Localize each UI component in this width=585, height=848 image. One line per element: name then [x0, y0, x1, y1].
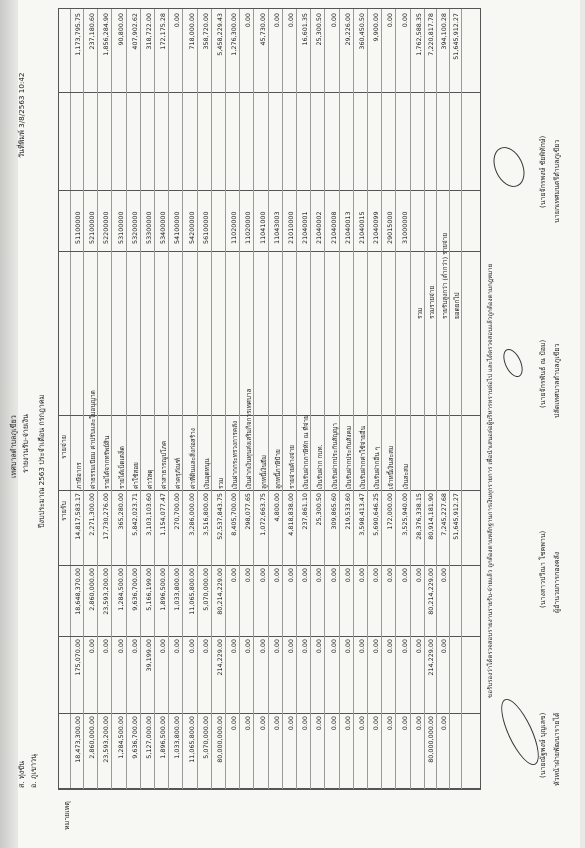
table-row	[171, 9, 182, 789]
account-code: 21040008	[329, 211, 338, 244]
amount-cell: 0.00	[244, 639, 253, 654]
amount-cell: 1,154,077.47	[159, 493, 168, 536]
amount-cell: 0.00	[272, 639, 281, 654]
account-label: เงินรับฝากภาษีหัก ณ ที่จ่าย	[302, 415, 311, 489]
balance-cell: 0.00	[386, 13, 395, 28]
balance-cell: 394,100.28	[439, 13, 448, 50]
table-row	[157, 9, 168, 789]
amount-cell: 0.00	[301, 568, 310, 583]
amount-cell: 9,636,700.00	[130, 716, 139, 759]
row-divider	[367, 9, 368, 789]
amount-cell: 9,636,700.00	[130, 568, 139, 611]
balance-cell: 172,175.28	[159, 13, 168, 50]
account-label: เงินอุดหนุน	[202, 458, 211, 489]
row-divider	[197, 9, 198, 789]
amount-cell: 0.00	[258, 639, 267, 654]
amount-cell: 0.00	[414, 568, 423, 583]
account-code: 52100000	[88, 211, 97, 244]
balance-cell: 25,300.50	[315, 13, 324, 46]
account-code: 56100000	[201, 211, 210, 244]
signer4-name: (นายจักรพงษ์ ชัยพิทักษ์)	[539, 135, 547, 208]
balance-cell: 237,180.60	[88, 13, 97, 50]
row-divider	[126, 9, 127, 789]
signer2-name: (นางสาวปวีณา โชคพาน)	[539, 530, 547, 608]
amount-cell: 0.00	[358, 568, 366, 583]
amount-cell: 1,284,500.00	[116, 716, 125, 759]
amount-cell: 18,648,370.00	[74, 568, 82, 615]
account-code: 11043003	[272, 211, 281, 244]
account-code: 51100000	[74, 211, 82, 244]
amount-cell: 270,700.00	[173, 493, 182, 530]
row-divider	[410, 9, 411, 789]
account-code: 29015000	[386, 211, 395, 244]
district-label: ส. ทุ่งขัน	[17, 760, 26, 788]
amount-cell: 0.00	[439, 639, 448, 654]
amount-cell: 80,214,229.00	[216, 568, 224, 615]
amount-cell: 0.00	[287, 568, 295, 583]
amount-cell: 11,065,800.00	[187, 716, 196, 763]
amount-cell: 1,033,800.00	[173, 716, 182, 759]
account-label: รวม	[415, 307, 424, 319]
balance-cell: 718,000.00	[187, 13, 196, 50]
amount-cell: 0.00	[315, 639, 324, 654]
row-divider	[154, 9, 155, 789]
amount-cell: 0.00	[329, 568, 338, 583]
amount-cell: 80,000,000.00	[427, 716, 436, 763]
amount-cell: 1,033,800.00	[173, 568, 182, 611]
amount-cell: 18,473,300.00	[74, 716, 82, 763]
table-row	[271, 9, 282, 789]
account-label: รวม	[217, 477, 225, 489]
row-divider	[296, 9, 297, 789]
row-divider	[395, 9, 396, 789]
amount-cell: 0.00	[130, 639, 139, 654]
account-label: ค่าที่ดินและสิ่งก่อสร้าง	[188, 428, 197, 489]
amount-cell: 214,229.00	[216, 639, 224, 676]
amount-cell: 11,065,800.00	[187, 568, 196, 615]
account-label: ค่าธรรมเนียม ค่าปรับและใบอนุญาต	[89, 390, 98, 489]
amount-cell: 2,271,300.00	[88, 493, 97, 536]
amount-cell: 39,199.00	[145, 639, 153, 672]
amount-cell: 0.00	[173, 639, 182, 654]
table-row	[100, 9, 111, 789]
amount-cell: 0.00	[439, 568, 448, 583]
account-code: 54100000	[173, 211, 182, 244]
amount-cell: 80,214,229.00	[427, 568, 436, 615]
amount-cell: 0.00	[386, 568, 395, 583]
account-code: 21040002	[315, 211, 324, 244]
account-label: รายได้เบ็ดเตล็ด	[117, 446, 126, 489]
balance-cell: 29,226.00	[343, 13, 352, 46]
balance-cell: 358,720.00	[201, 13, 210, 50]
amount-cell: 2,860,000.00	[88, 716, 97, 759]
account-label: ยอดยกไป	[453, 292, 462, 319]
amount-cell: 0.00	[329, 639, 338, 654]
account-code: 11041000	[258, 211, 267, 244]
amount-cell: 4,818,838.00	[287, 493, 295, 536]
table-row	[313, 9, 324, 789]
balance-cell: 90,800.00	[116, 13, 125, 46]
signature-4	[487, 142, 530, 192]
amount-cell: 28,376,338.15	[414, 493, 423, 540]
amount-cell: 0.00	[386, 716, 395, 731]
row-divider	[324, 9, 325, 789]
period-title: ปีงบประมาณ 2563 ประจำเดือน กรกฎาคม	[37, 394, 46, 528]
amount-cell: 0.00	[400, 639, 409, 654]
amount-cell: 23,593,200.00	[102, 568, 111, 615]
row-divider	[310, 9, 311, 789]
amount-cell: 175,070.00	[74, 639, 82, 676]
table-row	[328, 9, 339, 789]
amount-cell: 219,533.60	[343, 493, 352, 530]
amount-cell: 80,914,181.90	[427, 493, 436, 540]
amount-cell: 4,800.00	[272, 493, 281, 522]
balance-cell: 0.00	[244, 13, 253, 28]
row-divider	[339, 9, 340, 789]
account-label: รายได้จากทรัพย์สิน	[103, 435, 112, 489]
org-title: เทศบาลตำบลภูเขียว	[9, 415, 18, 478]
table-row	[399, 9, 410, 789]
note-label: หมายเหตุ	[63, 801, 71, 830]
row-divider	[268, 9, 269, 789]
account-code: 31000000	[400, 211, 409, 244]
account-label: รายจ่ายค้างจ่าย	[288, 445, 296, 489]
amount-cell: 3,516,800.00	[201, 493, 210, 536]
amount-cell: 0.00	[258, 568, 267, 583]
receipt-col-header: รายรับ	[60, 501, 68, 521]
balance-cell: 7,220,817.78	[427, 13, 436, 56]
account-label: รายรับสูงกว่า (ต่ำกว่า) รายจ่าย	[440, 233, 449, 319]
amount-cell: 1,284,500.00	[116, 568, 125, 611]
amount-cell: 8,405,700.00	[230, 493, 239, 536]
balance-cell: 318,722.00	[145, 13, 153, 50]
amount-cell: 309,865.60	[329, 493, 338, 530]
account-label: เงินสะสม	[401, 463, 410, 489]
account-code: 21040013	[343, 211, 352, 244]
account-code: 11020000	[244, 211, 253, 244]
row-divider	[97, 9, 98, 789]
amount-cell: 0.00	[230, 716, 239, 731]
balance-cell: 1,856,284.90	[102, 13, 111, 56]
account-label: เงินรับฝากประกันสัญญา	[330, 423, 339, 489]
balance-cell: 1,762,588.35	[414, 13, 423, 56]
amount-cell: 0.00	[287, 716, 295, 731]
summary-row	[413, 9, 424, 789]
table-row	[285, 9, 296, 789]
account-label: ค่าวัสดุ	[146, 469, 154, 489]
amount-cell: 214,229.00	[427, 639, 436, 676]
amount-cell: 5,070,000.00	[201, 716, 210, 759]
account-label: รวมรายจ่าย	[428, 285, 437, 319]
balance-cell: 0.00	[173, 13, 182, 28]
amount-cell: 0.00	[343, 568, 352, 583]
amount-cell: 0.00	[201, 639, 210, 654]
signer4-title: นายกเทศมนตรีตำบลภูเขียว	[553, 139, 561, 223]
amount-cell: 1,896,500.00	[159, 568, 168, 611]
amount-cell: 0.00	[244, 716, 253, 731]
account-code: 21040001	[301, 211, 310, 244]
amount-cell: 0.00	[329, 716, 338, 731]
table-row	[356, 9, 367, 789]
summary-row	[425, 9, 436, 789]
amount-cell: 5,166,199.00	[145, 568, 153, 611]
balance-cell: 0.00	[400, 13, 409, 28]
amount-cell: 0.00	[414, 716, 423, 731]
balance-cell: 1,276,300.00	[230, 13, 239, 56]
amount-cell: 0.00	[400, 716, 409, 731]
row-divider	[225, 9, 226, 789]
amount-cell: 0.00	[358, 716, 366, 731]
row-divider	[461, 9, 462, 789]
table-row	[86, 9, 97, 789]
account-label: ภาษีอากร	[75, 462, 83, 489]
amount-cell: 3,598,413.47	[358, 493, 366, 536]
summary-row	[450, 9, 461, 789]
amount-cell: 0.00	[102, 639, 111, 654]
balance-cell: 16,601.35	[301, 13, 310, 46]
table-row	[299, 9, 310, 789]
account-label: เงินรับฝากอื่น ๆ	[373, 446, 382, 489]
amount-cell: 3,103,103.60	[145, 493, 153, 536]
account-code: 21010000	[287, 211, 295, 244]
amount-cell: 0.00	[187, 639, 196, 654]
amount-cell: 0.00	[343, 716, 352, 731]
amount-cell: 0.00	[159, 639, 168, 654]
row-divider	[168, 9, 169, 789]
row-divider	[253, 9, 254, 789]
account-label: ค่าใช้สอย	[131, 462, 140, 489]
account-code: 54200000	[187, 211, 196, 244]
amount-cell: 0.00	[244, 568, 253, 583]
amount-cell: 0.00	[88, 639, 97, 654]
table-row	[228, 9, 239, 789]
account-label: ค่าสาธารณูปโภค	[160, 440, 169, 489]
row-divider	[381, 9, 382, 789]
row-divider	[211, 9, 212, 789]
amount-cell: 0.00	[116, 639, 125, 654]
signer3-title: ปลัดเทศบาลตำบลภูเขียว	[553, 343, 561, 418]
amount-cell: 2,860,000.00	[88, 568, 97, 611]
table-row	[214, 9, 225, 789]
table-row	[129, 9, 140, 789]
province-label: อ. ภูเขาวนุ	[29, 754, 38, 788]
amount-cell: 17,730,276.00	[102, 493, 111, 540]
account-label: เงินรับฝากประกันสังคม	[344, 425, 353, 489]
table-row	[186, 9, 197, 789]
account-label: เงินรับฝาก กบท.	[316, 444, 325, 489]
account-label: เจ้าหนี้เงินสะสม	[387, 445, 396, 489]
amount-cell: 0.00	[372, 716, 381, 731]
amount-cell: 0.00	[315, 716, 324, 731]
amount-cell: 0.00	[301, 639, 310, 654]
amount-cell: 25,300.50	[315, 493, 324, 526]
account-code: 21040099	[372, 211, 381, 244]
amount-cell: 3,286,000.00	[187, 493, 196, 536]
amount-cell: 365,280.00	[116, 493, 125, 530]
row-divider	[83, 9, 84, 789]
account-code: 53300000	[145, 211, 153, 244]
amount-cell: 80,000,000.00	[216, 716, 224, 763]
balance-cell: 0.00	[287, 13, 295, 28]
amount-cell: 0.00	[386, 639, 395, 654]
table-row	[257, 9, 268, 789]
table-row	[384, 9, 395, 789]
account-code: 52200000	[102, 211, 111, 244]
amount-cell: 1,072,663.75	[258, 493, 267, 536]
account-label: เงินฝากกระทรวงการคลัง	[231, 420, 240, 489]
account-label: ลูกหนี้เงินยืม	[259, 455, 268, 489]
report-table	[58, 8, 481, 790]
table-row	[242, 9, 253, 789]
table-row	[370, 9, 381, 789]
balance-cell: 360,450.50	[358, 13, 366, 50]
amount-cell: 0.00	[258, 716, 267, 731]
amount-cell: 0.00	[230, 568, 239, 583]
amount-cell: 1,896,500.00	[159, 716, 168, 759]
amount-cell: 51,645,912.27	[452, 493, 461, 540]
amount-cell: 0.00	[343, 639, 352, 654]
amount-cell: 52,537,843.75	[216, 493, 224, 540]
amount-cell: 237,861.10	[301, 493, 310, 530]
balance-cell: 51,645,912.27	[452, 13, 461, 60]
amount-cell: 172,000.00	[386, 493, 395, 530]
balance-cell: 1,173,795.75	[74, 13, 82, 56]
amount-cell: 0.00	[272, 568, 281, 583]
amount-cell: 0.00	[400, 568, 409, 583]
signature-3	[499, 346, 526, 380]
row-divider	[182, 9, 183, 789]
account-label: ลูกหนี้ภาษีป้าย	[273, 449, 282, 489]
signer3-name: (นายจักรพันธ์ ณ ป้อม)	[539, 339, 547, 408]
signer1-title: หัวหน้าฝ่ายพัฒนารายได้	[553, 712, 561, 786]
account-label: ค่าครุภัณฑ์	[174, 457, 183, 489]
account-code: 53200000	[130, 211, 139, 244]
print-date: วันที่พิมพ์ 3/8/2563 10:42	[17, 72, 26, 158]
table-row	[115, 9, 126, 789]
row-divider	[282, 9, 283, 789]
table-row	[72, 9, 83, 789]
row-divider	[353, 9, 354, 789]
amount-cell: 0.00	[315, 568, 324, 583]
amount-cell: 0.00	[439, 716, 448, 731]
balance-cell: 45,730.00	[258, 13, 267, 46]
amount-cell: 0.00	[372, 568, 381, 583]
amount-cell: 0.00	[287, 639, 295, 654]
balance-cell: 5,458,229.43	[216, 13, 224, 56]
amount-cell: 5,127,000.00	[145, 716, 153, 759]
amount-cell: 5,842,023.71	[130, 493, 139, 536]
amount-cell: 298,077.65	[244, 493, 253, 530]
certify-text: ขอรับรองว่าได้ตรวจสอบรายงานรายรับ-จ่ายแล้ว ถูกต้องตามหลักฐานการเงินทุกรายการ เพื่อนำเสนอต่อผู้บริหารทราบต่อไป และได้ตรวจสอบแล้วถูกต้องตามกฎหมาย	[487, 263, 494, 698]
table-row	[143, 9, 154, 789]
amount-cell: 0.00	[230, 639, 239, 654]
balance-cell: 0.00	[329, 13, 338, 28]
amount-cell: 0.00	[414, 639, 423, 654]
row-divider	[239, 9, 240, 789]
account-code: 53400000	[159, 211, 168, 244]
amount-cell: 7,245,227.68	[439, 493, 448, 536]
signer2-title: ผู้อำนวยการกองคลัง	[553, 551, 561, 613]
amount-cell: 0.00	[301, 716, 310, 731]
amount-cell: 5,070,000.00	[201, 568, 210, 611]
table-row	[200, 9, 211, 789]
row-divider	[111, 9, 112, 789]
header-divider	[70, 9, 71, 789]
account-code: 11020000	[230, 211, 239, 244]
signer1-name: (นายณัฐพงษ์ บุญเลข)	[539, 712, 547, 778]
amount-cell: 5,690,646.25	[372, 493, 381, 536]
account-code: 53100000	[116, 211, 125, 244]
balance-cell: 9,900.00	[372, 13, 381, 42]
table-row	[342, 9, 353, 789]
balance-cell: 407,902.62	[130, 13, 139, 50]
account-code: 21040015	[358, 211, 366, 244]
amount-cell: 23,593,200.00	[102, 716, 111, 763]
amount-cell: 14,817,583.17	[74, 493, 82, 540]
row-divider	[140, 9, 141, 789]
account-label: เงินฝากเงินทุนส่งเสริมกิจการเทศบาล	[245, 388, 254, 489]
amount-cell: 0.00	[358, 639, 366, 654]
amount-cell: 0.00	[272, 716, 281, 731]
report-title: รายงานรับ-จ่ายเงิน	[21, 414, 30, 473]
summary-row	[438, 9, 449, 789]
account-label: เงินรับฝากค่าใช้จ่ายอื่น	[359, 426, 367, 489]
amount-cell: 0.00	[372, 639, 381, 654]
amount-cell: 3,525,940.00	[400, 493, 409, 536]
balance-cell: 0.00	[272, 13, 281, 28]
expense-col-header: รายจ่าย	[60, 435, 68, 459]
